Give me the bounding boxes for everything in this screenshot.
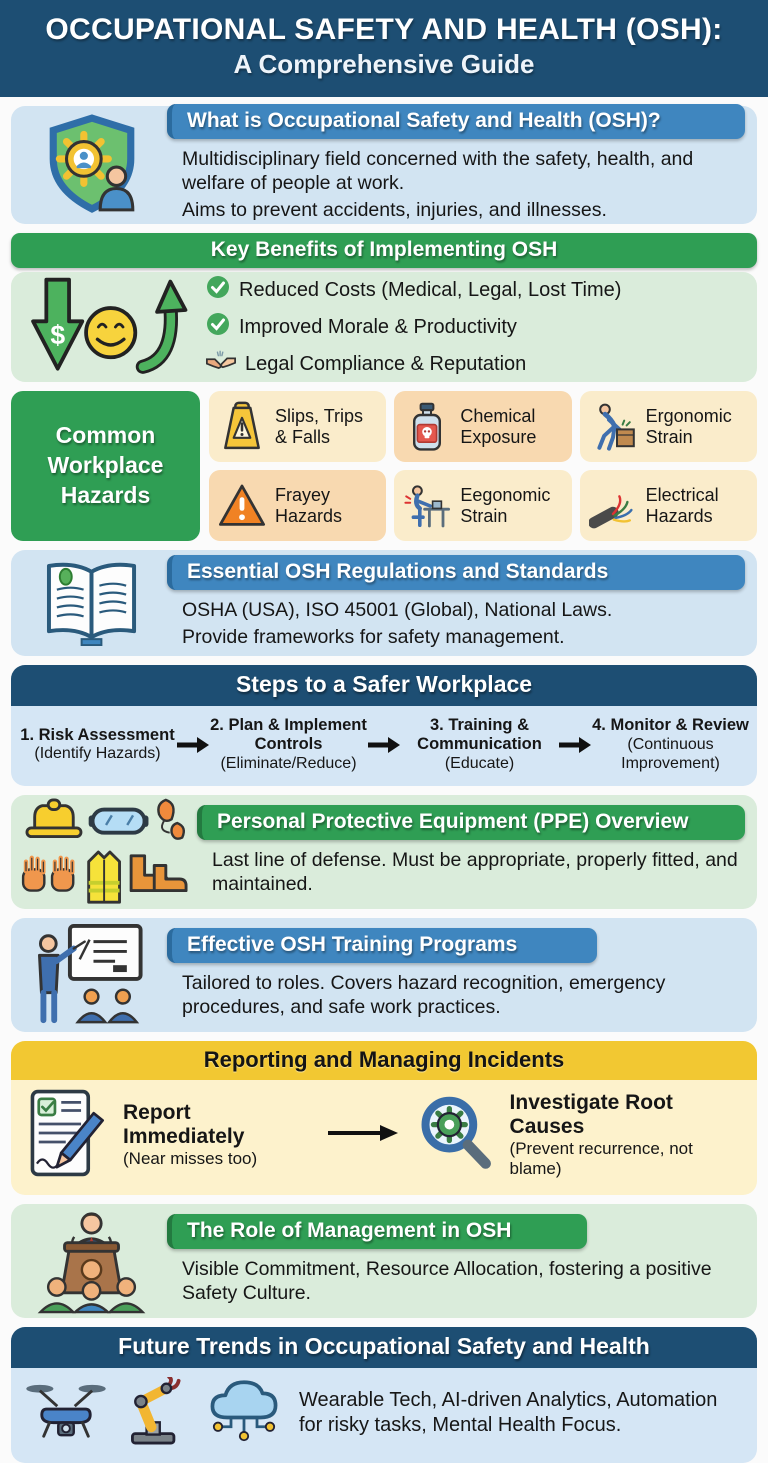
shield-gear-person-icon xyxy=(17,113,167,215)
cost-down-morale-up-icon xyxy=(21,274,206,380)
hazards-title-3: Hazards xyxy=(60,481,151,508)
benefit-item xyxy=(206,312,621,342)
what-is-osh-title: What is Occupational Safety and Health (OSH)? xyxy=(167,104,745,139)
incidents-flow xyxy=(11,1080,757,1195)
trainer-whiteboard-icon xyxy=(17,922,167,1028)
future-body: Wearable Tech, AI-driven Analytics, Automation for risky tasks, Mental Health Focus. xyxy=(299,1389,718,1437)
hazard-label: Chemical Exposure xyxy=(460,406,537,447)
regulations-body-2: Provide frameworks for safety management. xyxy=(182,625,565,648)
section-ppe xyxy=(11,795,757,909)
title-line-1: OCCUPATIONAL SAFETY AND HEALTH (OSH): xyxy=(45,13,723,46)
future-title: Future Trends in Occupational Safety and Health xyxy=(11,1327,757,1368)
management-body: Visible Commitment, Resource Allocation, fostering a positive Safety Culture. xyxy=(182,1258,712,1305)
training-body: Tailored to roles. Covers hazard recognition, emergency procedures, and safe work practices. xyxy=(182,972,666,1019)
future-content xyxy=(11,1368,757,1463)
section-training xyxy=(11,918,757,1032)
lifting-box-icon xyxy=(587,401,639,453)
incidents-title: Reporting and Managing Incidents xyxy=(11,1041,757,1080)
investigate-block xyxy=(510,1091,743,1179)
section-steps xyxy=(11,665,757,786)
section-management xyxy=(11,1204,757,1318)
arrow-right-icon xyxy=(326,1124,398,1147)
title-line-2: A Comprehensive Guide xyxy=(233,49,535,79)
ppe-title: Personal Protective Equipment (PPE) Overview xyxy=(197,805,745,840)
section-incidents xyxy=(11,1041,757,1195)
step-1: 1. Risk Assessment (Identify Hazards) xyxy=(20,725,175,763)
what-is-osh-body-1: Multidisciplinary field concerned with the safety, health, and welfare of people at work. xyxy=(182,148,694,195)
hazard-tile xyxy=(209,470,386,541)
section-future xyxy=(11,1327,757,1463)
report-sub: (Near misses too) xyxy=(123,1149,258,1169)
investigate-title: Investigate Root Causes xyxy=(509,1091,673,1139)
hazards-title-box xyxy=(11,391,200,541)
section-hazards xyxy=(11,391,757,541)
report-immediately-block xyxy=(123,1101,310,1169)
svg-text:$: $ xyxy=(49,320,65,351)
hazard-tile xyxy=(394,470,571,541)
ppe-equipment-icon xyxy=(17,798,197,906)
benefit-label: Legal Compliance & Reputation xyxy=(245,352,527,375)
drone-icon xyxy=(25,1380,107,1447)
magnifier-gear-icon xyxy=(414,1091,498,1180)
check-circle-icon xyxy=(206,275,230,305)
desk-posture-icon xyxy=(401,480,453,532)
handshake-icon xyxy=(206,349,236,379)
hazard-label: Electrical Hazards xyxy=(645,485,719,526)
arrow-right-icon xyxy=(558,737,592,753)
regulations-body-1: OSHA (USA), ISO 45001 (Global), National Laws. xyxy=(182,599,613,622)
hazards-title-2: Workplace xyxy=(47,452,164,479)
section-what-is-osh xyxy=(11,106,757,224)
wet-floor-sign-icon xyxy=(216,401,268,453)
step-4: 4. Monitor & Review (Continuous Improvement) xyxy=(592,716,749,772)
steps-flow xyxy=(11,706,757,786)
hazard-label: Ergonomic Strain xyxy=(645,406,732,447)
investigate-sub: (Prevent recurrence, not blame) xyxy=(509,1139,693,1179)
hazard-tile xyxy=(394,391,571,462)
benefits-title: Key Benefits of Implementing OSH xyxy=(11,233,757,268)
management-title: The Role of Management in OSH xyxy=(167,1214,587,1249)
frayed-wire-icon xyxy=(587,480,639,532)
regulations-title: Essential OSH Regulations and Standards xyxy=(167,555,745,590)
hazards-grid xyxy=(209,391,757,541)
incident-report-document-icon xyxy=(25,1088,111,1183)
hazard-label: Slips, Trips & Falls xyxy=(275,406,364,447)
chemical-bottle-icon xyxy=(401,401,453,453)
page-title xyxy=(0,0,768,97)
step-3: 3. Training & Communication (Educate) xyxy=(417,716,542,772)
hazard-label: Eegonomic Strain xyxy=(460,485,551,526)
ppe-body: Last line of defense. Must be appropriate, properly fitted, and maintained. xyxy=(212,849,738,896)
hazard-label: Frayey Hazards xyxy=(275,485,343,526)
robot-arm-icon xyxy=(123,1377,189,1450)
hazard-tile xyxy=(580,391,757,462)
benefit-item xyxy=(206,349,621,379)
what-is-osh-body-2: Aims to prevent accidents, injuries, and illnesses. xyxy=(182,198,607,221)
benefit-label: Improved Morale & Productivity xyxy=(239,315,517,338)
arrow-right-icon xyxy=(176,737,210,753)
benefit-item xyxy=(206,275,621,305)
hazard-tile xyxy=(209,391,386,462)
hazard-tile xyxy=(580,470,757,541)
arrow-right-icon xyxy=(367,737,401,753)
benefit-label: Reduced Costs (Medical, Legal, Lost Time) xyxy=(239,278,622,301)
benefits-list xyxy=(206,268,621,386)
training-title: Effective OSH Training Programs xyxy=(167,928,597,963)
steps-title: Steps to a Safer Workplace xyxy=(11,665,757,706)
check-circle-icon xyxy=(206,312,230,342)
cloud-network-icon xyxy=(205,1376,283,1451)
warning-triangle-icon xyxy=(216,480,268,532)
report-title: Report Immediately xyxy=(123,1101,245,1149)
open-book-icon xyxy=(17,556,167,650)
hazards-title-1: Common xyxy=(55,422,156,449)
step-2: 2. Plan & Implement Controls (Eliminate/Reduce) xyxy=(210,716,367,772)
podium-speaker-icon xyxy=(17,1208,167,1314)
section-benefits xyxy=(11,272,757,382)
section-regulations xyxy=(11,550,757,656)
